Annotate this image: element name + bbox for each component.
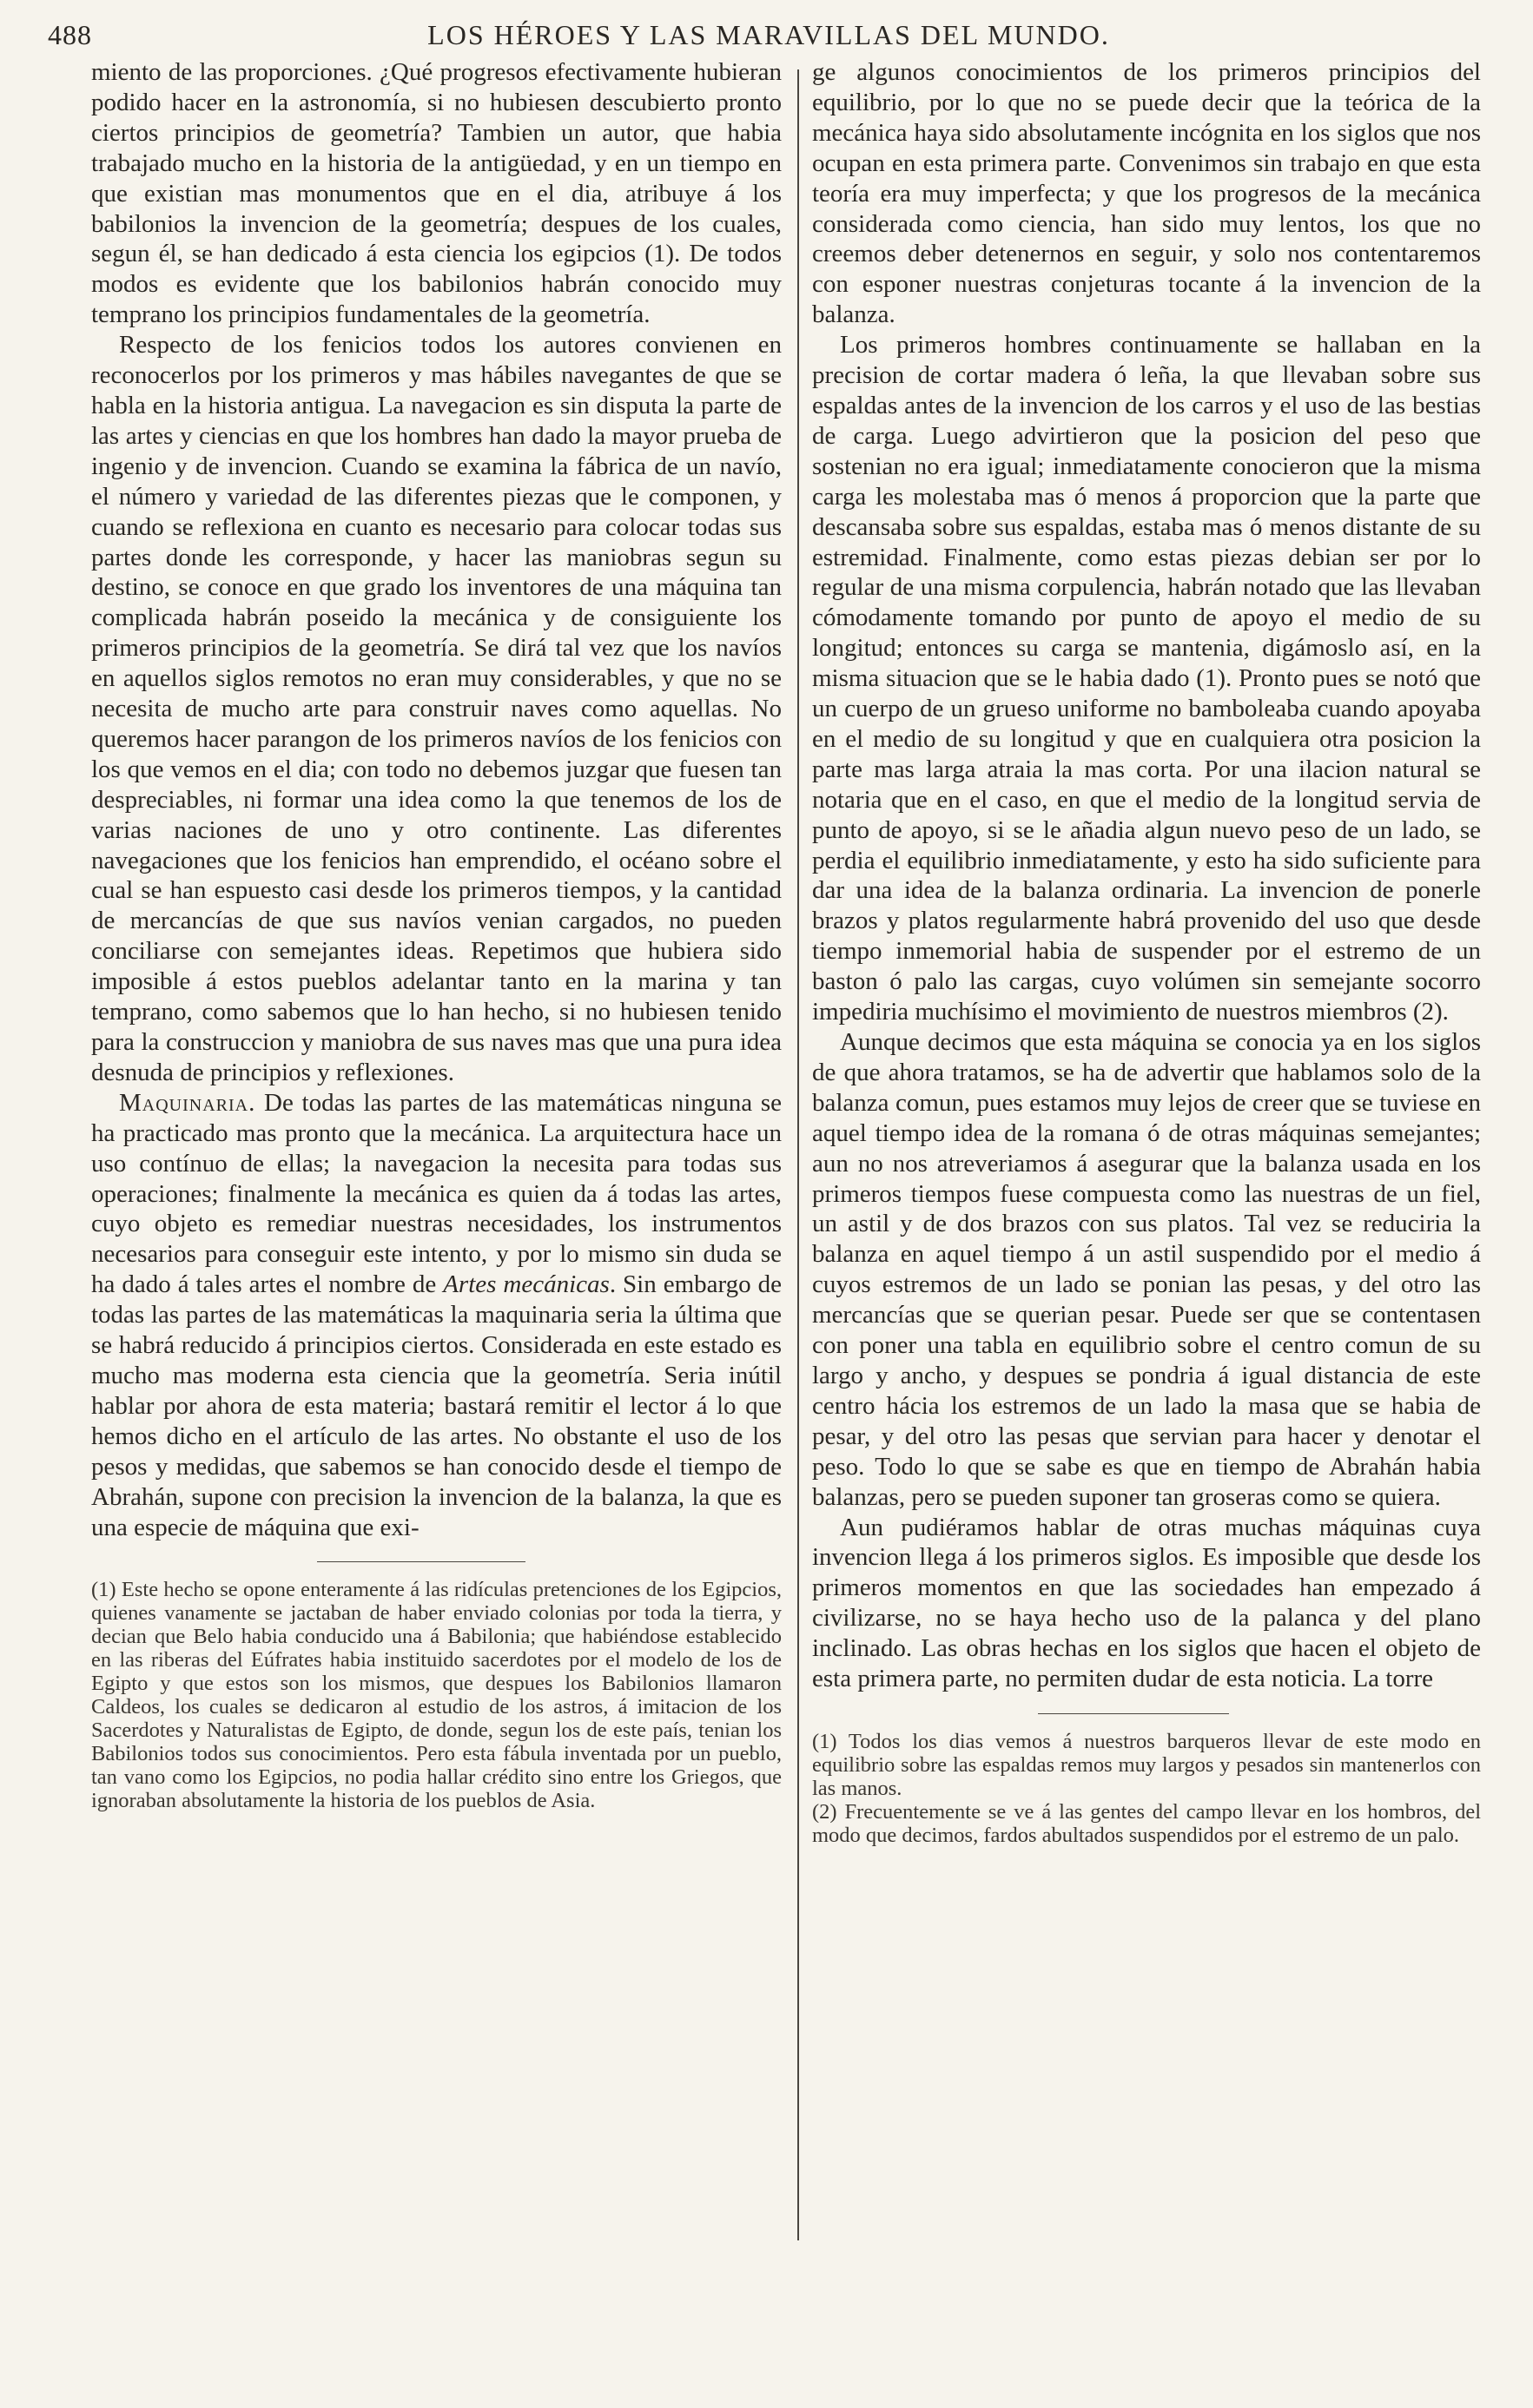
right-paragraph-1: ge algunos conocimientos de los primeros principios del equilibrio, por lo que no se puede decir que la teórica de la mecánica haya sido absolutamente incógnita en los siglos que nos ocupan en esta primera parte. Convenimos sin trabajo en que esta teoría era muy imperfecta; y que los progresos de la mecánica considerada como ciencia, han sido muy lentos, los que no creemos deber detenernos en seguir, y solo nos contentaremos con esponer nuestras conjeturas tocante á la invencion de la balanza. [812, 58, 1481, 329]
left-footnote-1: (1) Este hecho se opone enteramente á las ridículas pretenciones de los Egipcios, quienes vanamente se jactaban de haber enviado colonias por toda la tierra, y decian que Belo habia conducido una á Babilonia; que habiéndose establecido en las riberas del Eúfrates habia instituido sacerdotes por el modelo de los de Egipto y que estos son los mismos, que despues los Babilonios llamaron Caldeos, los cuales se dedicaron al estudio de los astros, á imitacion de los Sacerdotes y Naturalistas de Egipto, de donde, segun los de este país, tenian los Babilonios todos sus conocimientos. Pero esta fábula inventada por un pueblo, tan vano como los Egipcios, no podia hallar crédito sino entre los Griegos, que ignoraban absolutamente la historia de los pueblos de Asia. [91, 1578, 782, 1813]
right-footnote-1: (1) Todos los dias vemos á nuestros barqueros llevar de este modo en equilibrio sobre las espaldas remos muy largos y pesados sin mantenerlos con las manos. [812, 1729, 1481, 1800]
right-paragraph-2: Los primeros hombres continuamente se hallaban en la precision de cortar madera ó leña, la que llevaban sobre sus espaldas antes de la invencion de los carros y el uso de las bestias de carga. Luego advirtieron que la posicion del peso que sostenian no era igual; inmediatamente conocieron que la misma carga les molestaba mas ó menos á proporcion que la parte que descansaba sobre sus espaldas, estaba mas ó menos distante de su estremidad. Finalmente, como estas piezas debian ser por lo regular de una misma corpulencia, habrán notado que las llevaban cómodamente tomando por punto de apoyo el medio de su longitud; entonces su carga se mantenia, digámoslo así, en la misma situacion que se le habia dado (1). Pronto pues se notó que un cuerpo de un grueso uniforme no bamboleaba cuando apoyaba en el medio de su longitud y que en cualquiera otra posicion la parte mas larga atraia la mas corta. Por una ilacion natural se notaria que en el caso, en que el medio de la longitud servia de punto de apoyo, si se le añadia algun nuevo peso de un lado, se perdia el equilibrio inmediatamente, y esto ha sido suficiente para dar una idea de la balanza ordinaria. La invencion de ponerle brazos y platos regularmente habrá provenido del uso que desde tiempo inmemorial habia de suspender por el estremo de un baston ó palo las cargas, cuyo volúmen sin semejante socorro impediria muchísimo el movimiento de nuestros miembros (2). [812, 331, 1481, 1026]
section-heading-maquinaria: Maquinaria. [119, 1088, 256, 1117]
left-paragraph-2: Respecto de los fenicios todos los autores convienen en reconocerlos por los primeros y mas hábiles navegantes de que se habla en la historia antigua. La navegacion es sin disputa la parte de las artes y ciencias en que los hombres han dado la mayor prueba de ingenio y de invencion. Cuando se examina la fábrica de un navío, el número y variedad de las diferentes piezas que le componen, y cuando se reflexiona en cuanto es necesario para colocar todas sus partes donde les corresponde, y hacer las maniobras segun su destino, se conoce en que grado los inventores de una máquina tan complicada habrán poseido la mecánica y de consiguiente los primeros principios de la geometría. Se dirá tal vez que los navíos en aquellos siglos remotos no eran muy considerables, y que no se necesita de mucho arte para construir naves como aquellas. No queremos hacer parangon de los primeros navíos de los fenicios con los que vemos en el dia; con todo no debemos juzgar que fuesen tan despreciables, ni formar una idea como la que tenemos de los de varias naciones de uno y otro continente. Las diferentes navegaciones que los fenicios han emprendido, el océano sobre el cual se han espuesto casi desde los primeros tiempos, y la cantidad de mercancías de que sus navíos venian cargados, no pueden conciliarse con semejantes ideas. Repetimos que hubiera sido imposible á estos pueblos adelantar tanto en la marina y tan temprano, como sabemos que lo han hecho, si no hubiesen tenido para la construccion y maniobra de sus naves mas que una pura idea desnuda de principios y reflexiones. [91, 331, 782, 1086]
left-paragraph-3-text-b: . Sin embargo de todas las partes de las matemáticas la maquinaria seria la última que se habrá reducido á principios ciertos. Considerada en este estado es mucho mas moderna esta ciencia que la geometría. Seria inútil hablar por ahora de esta materia; bastará remitir el lector á lo que hemos dicho en el artículo de las artes. No obstante el uso de los pesos y medidas, que sabemos se han conocido desde el tiempo de Abrahán, supone con precision la invencion de la balanza, la que es una especie de máquina que exi- [91, 1270, 782, 1541]
footnote-divider-right [1038, 1713, 1229, 1714]
right-paragraph-3: Aunque decimos que esta máquina se conocia ya en los siglos de que ahora tratamos, se ha de advertir que hablamos solo de la balanza comun, pues estamos muy lejos de creer que se tuviese en aquel tiempo idea de la romana ó de otras máquinas semejantes; aun no nos atreveriamos á asegurar que la balanza usada en los primeros tiempos fuese compuesta como las nuestras de un fiel, un astil y de dos brazos con sus platos. Tal vez se reduciria la balanza en aquel tiempo á un astil suspendido por el medio á cuyos estremos de un lado se ponian las pesas, y del otro las mercancías que se querian pesar. Puede ser que se contentasen con poner una tabla en equilibrio sobre el centro comun de su largo y ancho, y despues se pondria á igual distancia de este centro hácia los estremos de un lado la masa que se habia de pesar, y del otro las pesas que servian para hacer y denotar el peso. Todo lo que se sabe es que en tiempo de Abrahán habia balanzas, pero se pueden suponer tan groseras como se quiera. [812, 1028, 1481, 1511]
left-paragraph-3-text-a: De todas las partes de las matemáticas ninguna se ha practicado mas pronto que la mecánica. La arquitectura hace un uso contínuo de ellas; la navegacion la necesita para todas sus operaciones; finalmente la mecánica es quien da á todas las artes, cuyo objeto es remediar nuestras necesidades, los instrumentos necesarios para conseguir este intento, y por lo mismo sin duda se ha dado á tales artes el nombre de [91, 1088, 782, 1299]
footnote-divider-left [317, 1561, 525, 1562]
right-paragraph-4: Aun pudiéramos hablar de otras muchas máquinas cuya invencion llega á los primeros siglos. Es imposible que desde los primeros momentos en que las sociedades han empezado á civilizarse, no se haya hecho uso de la palanca y del plano inclinado. Las obras hechas en los siglos que hacen el objeto de esta primera parte, no permiten dudar de esta noticia. La torre [812, 1513, 1481, 1693]
running-title: LOS HÉROES Y LAS MARAVILLAS DEL MUNDO. [427, 19, 1110, 50]
page-number: 488 [48, 19, 92, 50]
column-divider [797, 69, 799, 2240]
left-column [91, 57, 782, 2367]
right-column [812, 57, 1481, 2367]
right-footnote-2: (2) Frecuentemente se ve á las gentes del campo llevar en los hombros, del modo que decimos, fardos abultados suspendidos por el estremo de un palo. [812, 1799, 1481, 1847]
page-header [48, 19, 1485, 57]
italic-term: Artes mecánicas [443, 1270, 610, 1299]
left-paragraph-1: miento de las proporciones. ¿Qué progresos efectivamente hubieran podido hacer en la astronomía, si no hubiesen descubierto pronto ciertos principios de geometría? Tambien un autor, que habia trabajado mucho en la historia de la antigüedad, y en un tiempo en que existian mas monumentos que en el dia, atribuye á los babilonios la invencion de la geometría; despues de los cuales, segun él, se han dedicado á esta ciencia los egipcios (1). De todos modos es evidente que los babilonios habrán conocido muy temprano los principios fundamentales de la geometría. [91, 58, 782, 329]
left-paragraph-3 [91, 1088, 782, 1543]
